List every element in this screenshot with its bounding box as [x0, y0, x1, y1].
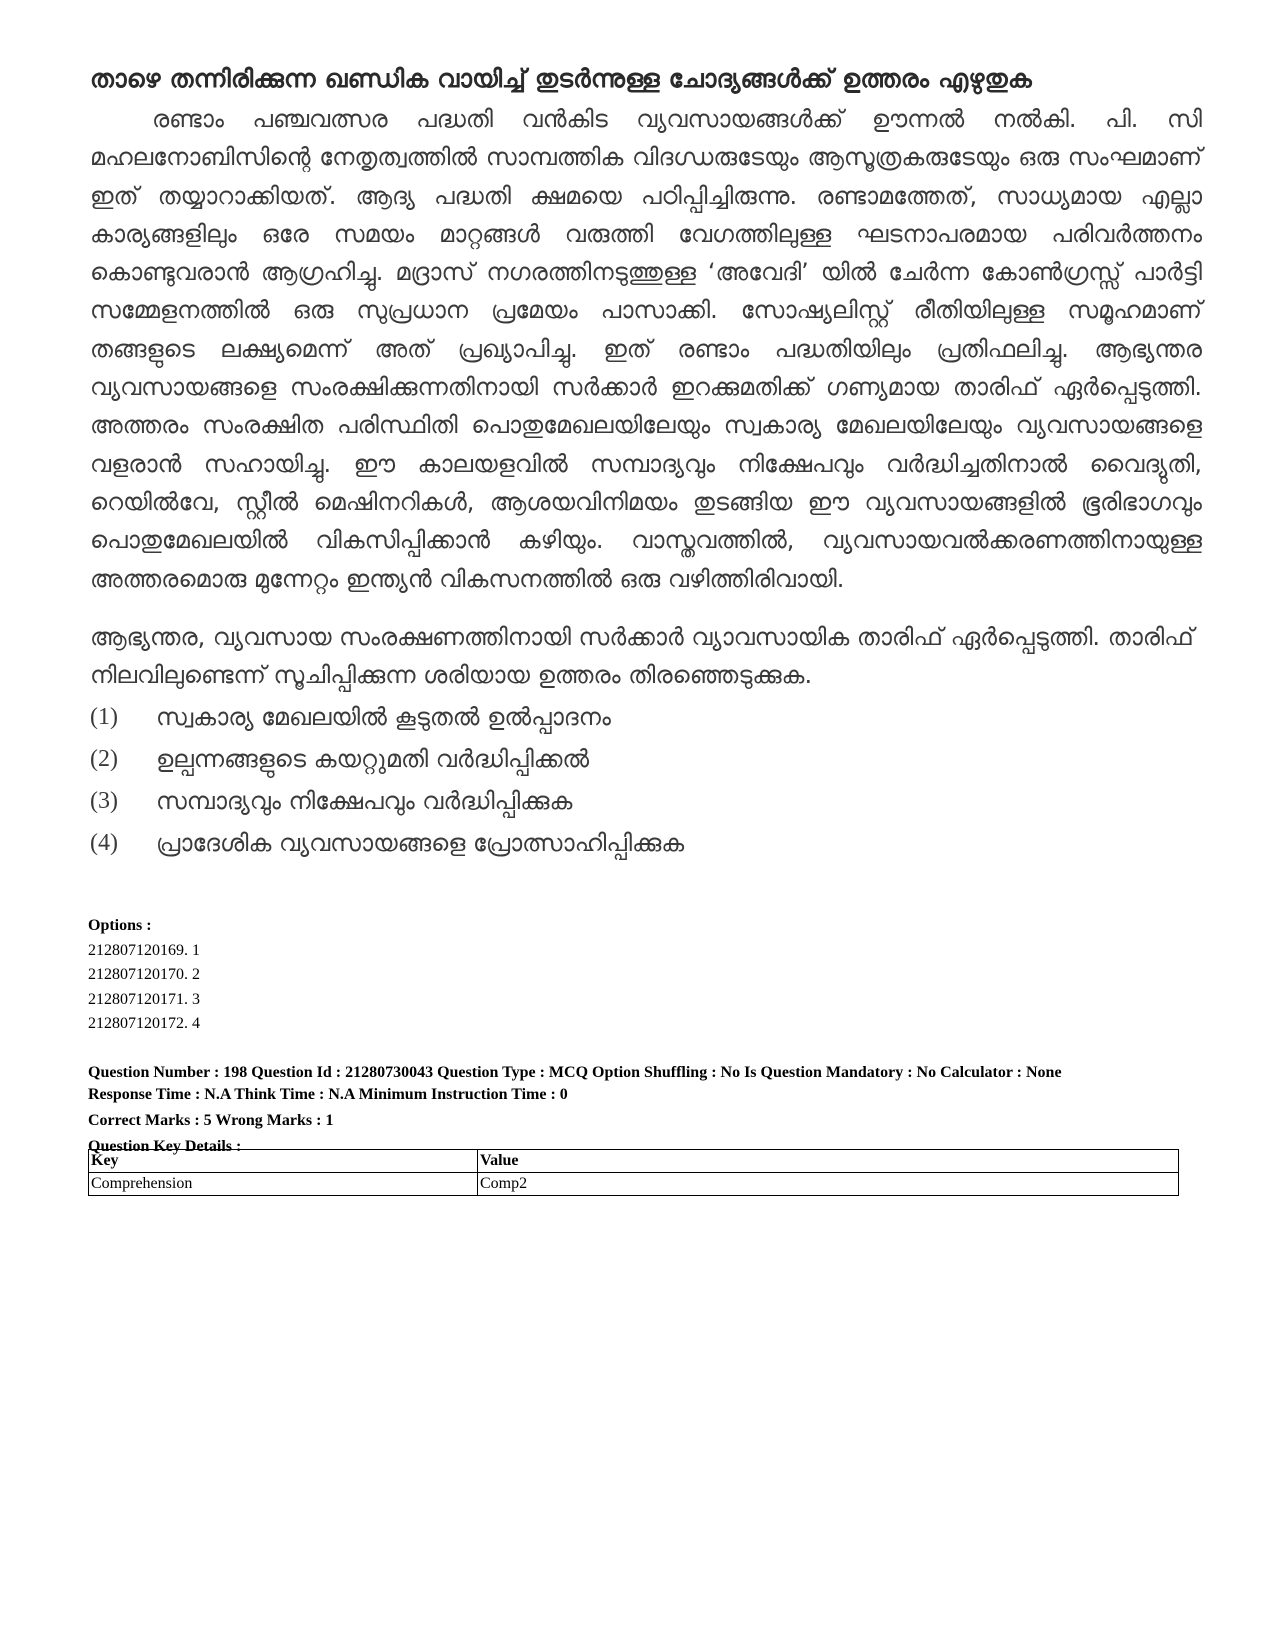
answer-choices	[90, 696, 1202, 864]
key-details-title: Question Key Details :	[88, 1138, 242, 1155]
options-list	[88, 914, 200, 1037]
option-item: 212807120172. 4	[88, 1015, 200, 1032]
question-key-table	[88, 1149, 1179, 1196]
option-item: 212807120170. 2	[88, 966, 200, 983]
passage-heading: താഴെ തന്നിരിക്കുന്ന ഖണ്ഡിക വായിച്ച് തുടർന്നുള്ള ചോദ്യങ്ങൾക്ക് ഉത്തരം എഴുതുക	[90, 64, 1032, 93]
table-header-value: Value	[478, 1150, 1179, 1173]
answer-choice	[90, 738, 1202, 780]
question-metadata	[88, 1063, 1198, 1157]
answer-choice	[90, 696, 1202, 738]
scanned-passage-image	[90, 62, 1202, 864]
passage-paragraph: രണ്ടാം പഞ്ചവത്സര പദ്ധതി വൻകിട വ്യവസായങ്ങൾക്ക് ഊന്നൽ നൽകി. പി. സി മഹലനോബിസിന്റെ നേതൃത്വത്തിൽ സാമ്പത്തിക വിദഗ്ധരുടേയും ആസൂത്രകരുടേയും ഒരു സംഘമാണ് ഇത് തയ്യാറാക്കിയത്. ആദ്യ പദ്ധതി ക്ഷമയെ പഠിപ്പിച്ചിരുന്നു. രണ്ടാമത്തേത്, സാധ്യമായ എല്ലാ കാര്യങ്ങളിലും ഒരേ സമയം മാറ്റങ്ങൾ വരുത്തി വേഗത്തിലുള്ള ഘടനാപരമായ പരിവർത്തനം കൊണ്ടുവരാൻ ആഗ്രഹിച്ചു. മദ്രാസ് നഗരത്തിനടുത്തുള്ള ‘അവേദി’ യിൽ ചേർന്ന കോൺഗ്രസ്സ് പാർട്ടി സമ്മേളനത്തിൽ ഒരു സുപ്രധാന പ്രമേയം പാസാക്കി. സോഷ്യലിസ്റ്റ് രീതിയിലുള്ള സമൂഹമാണ് തങ്ങളുടെ ലക്ഷ്യമെന്ന് അത് പ്രഖ്യാപിച്ചു. ഇത് രണ്ടാം പദ്ധതിയിലും പ്രതിഫലിച്ചു. ആഭ്യന്തര വ്യവസായങ്ങളെ സംരക്ഷിക്കുന്നതിനായി സർക്കാർ ഇറക്കുമതിക്ക് ഗണ്യമായ താരിഫ് ഏർപ്പെടുത്തി. അത്തരം സംരക്ഷിത പരിസ്ഥിതി പൊതുമേഖലയിലേയും സ്വകാര്യ മേഖലയിലേയും വ്യവസായങ്ങളെ വളരാൻ സഹായിച്ചു. ഈ കാലയളവിൽ സമ്പാദ്യവും നിക്ഷേപവും വർദ്ധിച്ചതിനാൽ വൈദ്യുതി, റെയിൽവേ, സ്റ്റീൽ മെഷിനറികൾ, ആശയവിനിമയം തുടങ്ങിയ ഈ വ്യവസായങ്ങളിൽ ഭൂരിഭാഗവും പൊതുമേഖലയിൽ വികസിപ്പിക്കാൻ കഴിയും. വാസ്തവത്തിൽ, വ്യവസായവൽക്കരണത്തിനായുള്ള അത്തരമൊരു മുന്നേറ്റം ഇന്ത്യൻ വികസനത്തിൽ ഒരു വഴിത്തിരിവായി.	[90, 105, 1202, 593]
table-header-row	[89, 1150, 1179, 1173]
choice-number: (4)	[90, 829, 118, 856]
choice-number: (2)	[90, 745, 118, 772]
answer-choice	[90, 822, 1202, 864]
choice-number: (3)	[90, 787, 118, 814]
question-info-line: Question Number : 198 Question Id : 21280730043 Question Type : MCQ Option Shuffling : No Is Question Mandatory : No Calculator : None	[88, 1064, 1062, 1081]
option-item: 212807120169. 1	[88, 941, 200, 959]
table-header-key: Key	[89, 1150, 478, 1173]
choice-text: ഉല്പന്നങ്ങളുടെ കയറ്റുമതി വർദ്ധിപ്പിക്കൽ	[156, 744, 590, 773]
choice-text: സ്വകാര്യ മേഖലയിൽ കൂടുതൽ ഉൽപ്പാദനം	[156, 702, 611, 731]
choice-number: (1)	[90, 703, 118, 730]
choice-text: സമ്പാദ്യവും നിക്ഷേപവും വർദ്ധിപ്പിക്കുക	[156, 786, 573, 815]
choice-text: പ്രാദേശിക വ്യവസായങ്ങളെ പ്രോത്സാഹിപ്പിക്കുക	[156, 828, 685, 857]
table-row	[89, 1173, 1179, 1196]
table-cell-value: Comp2	[478, 1173, 1179, 1196]
answer-choice	[90, 780, 1202, 822]
options-title: Options :	[88, 917, 152, 934]
question-text: ആഭ്യന്തര, വ്യവസായ സംരക്ഷണത്തിനായി സർക്കാർ വ്യാവസായിക താരിഫ് ഏർപ്പെടുത്തി. താരിഫ് നിലവിലുണ്ടെന്ന് സൂചിപ്പിക്കുന്ന ശരിയായ ഉത്തരം തിരഞ്ഞെടുക്കുക.	[90, 622, 1194, 689]
option-item: 212807120171. 3	[88, 990, 200, 1008]
marks-info-line: Correct Marks : 5 Wrong Marks : 1	[88, 1112, 334, 1129]
table-cell-key: Comprehension	[89, 1173, 478, 1196]
timing-info-line: Response Time : N.A Think Time : N.A Minimum Instruction Time : 0	[88, 1086, 568, 1103]
